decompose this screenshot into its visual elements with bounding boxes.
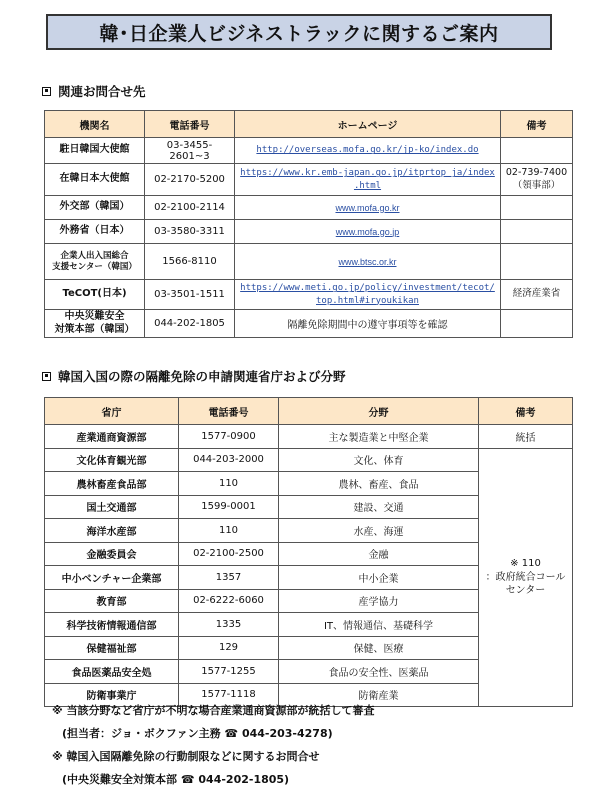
footnote-line: ※ 韓国入国隔離免除の行動制限などに関するお問合せ: [52, 750, 320, 763]
phone: 02-2100-2114: [145, 196, 235, 220]
ministry-name: 海洋水産部: [45, 519, 179, 543]
org-line: 企業人出入国総合: [60, 250, 129, 261]
section1-heading: [42, 82, 146, 100]
header-note: 備考: [479, 398, 573, 425]
phone: 129: [179, 636, 279, 660]
table-row: [45, 280, 573, 310]
phone: 044-203-2000: [179, 448, 279, 472]
field: 金融: [279, 542, 479, 566]
section2-heading: [42, 367, 346, 385]
field: 中小企業: [279, 566, 479, 590]
field: IT、情報通信、基礎科学: [279, 613, 479, 637]
org-line: 対策本部（韓国）: [54, 323, 135, 335]
table-row: [45, 244, 573, 280]
link-line[interactable]: https://www.kr.emb-japan.go.jp/itprtop_ja/index: [240, 168, 495, 179]
note: [501, 310, 573, 338]
ministries-table: [44, 397, 573, 707]
square-bullet-icon: [42, 372, 51, 381]
field: 保健、医療: [279, 636, 479, 660]
ministry-name: 保健福祉部: [45, 636, 179, 660]
phone: 03-3580-3311: [145, 220, 235, 244]
field: 主な製造業と中堅企業: [279, 425, 479, 449]
note: [501, 164, 573, 196]
ministry-name: 食品医薬品安全処: [45, 660, 179, 684]
field: 食品の安全性、医薬品: [279, 660, 479, 684]
note: 経済産業省: [501, 280, 573, 310]
header-homepage: ホームページ: [235, 111, 501, 138]
footnote-line: (担当者：ジョ・ボクファン主務 ☎ 044-203-4278): [62, 727, 333, 740]
ministry-name: 中小ベンチャー企業部: [45, 566, 179, 590]
table-row: [45, 448, 573, 472]
ministry-name: 産業通商資源部: [45, 425, 179, 449]
ministry-name: 国土交通部: [45, 495, 179, 519]
section1-heading-text: 関連お問合せ先: [58, 84, 146, 99]
field: 水産、海運: [279, 519, 479, 543]
ministry-name: 金融委員会: [45, 542, 179, 566]
table-row: [45, 138, 573, 164]
note-line: ：政府統合コール: [485, 571, 566, 583]
phone: 1357: [179, 566, 279, 590]
org-name: [45, 244, 145, 280]
homepage-link[interactable]: http://overseas.mofa.go.kr/jp-ko/index.do: [235, 138, 501, 164]
table-header-row: [45, 111, 573, 138]
note-line: ※ 110: [510, 558, 541, 569]
homepage-link[interactable]: www.btsc.or.kr: [235, 244, 501, 280]
homepage-link[interactable]: [235, 164, 501, 196]
phone: 1335: [179, 613, 279, 637]
org-name: 外交部（韓国）: [45, 196, 145, 220]
note: [501, 196, 573, 220]
section2-heading-text: 韓国入国の際の隔離免除の申請関連省庁および分野: [58, 369, 346, 384]
field: 文化、体育: [279, 448, 479, 472]
phone: 1577-1118: [179, 683, 279, 707]
table-header-row: [45, 398, 573, 425]
note: 統括: [479, 425, 573, 449]
org-name: [45, 310, 145, 338]
square-bullet-icon: [42, 87, 51, 96]
table-row: [45, 164, 573, 196]
org-line: 中央災難安全: [64, 311, 125, 322]
field: 農林、畜産、食品: [279, 472, 479, 496]
header-phone: 電話番号: [179, 398, 279, 425]
homepage-link[interactable]: www.mofa.go.kr: [235, 196, 501, 220]
note: [501, 244, 573, 280]
link-line[interactable]: https://www.meti.go.jp/policy/investment/tecot/: [240, 283, 495, 294]
phone: 03-3455-2601~3: [145, 138, 235, 164]
page-title: 韓･日企業人ビジネストラックに関するご案内: [46, 14, 552, 50]
phone: 110: [179, 519, 279, 543]
note: [501, 220, 573, 244]
ministry-name: 教育部: [45, 589, 179, 613]
homepage-link[interactable]: www.mofa.go.jp: [235, 220, 501, 244]
ministry-name: 科学技術情報通信部: [45, 613, 179, 637]
homepage-link[interactable]: [235, 280, 501, 310]
contacts-table: [44, 110, 573, 338]
footnote-line: ※ 当該分野など省庁が不明な場合産業通商資源部が統括して審査: [52, 704, 375, 717]
header-field: 分野: [279, 398, 479, 425]
phone: 1566-8110: [145, 244, 235, 280]
table-row: [45, 196, 573, 220]
table-row: [45, 425, 573, 449]
phone: 02-2170-5200: [145, 164, 235, 196]
field: 産学協力: [279, 589, 479, 613]
table-row: [45, 220, 573, 244]
phone: 044-202-1805: [145, 310, 235, 338]
link-line[interactable]: top.html#iryoukikan: [316, 295, 419, 306]
phone: 02-6222-6060: [179, 589, 279, 613]
header-org: 機関名: [45, 111, 145, 138]
phone: 1577-0900: [179, 425, 279, 449]
org-line: 支援センター（韓国）: [52, 261, 137, 272]
phone: 110: [179, 472, 279, 496]
homepage-text: 隔離免除期間中の遵守事項等を確認: [235, 310, 501, 338]
header-phone: 電話番号: [145, 111, 235, 138]
phone: 02-2100-2500: [179, 542, 279, 566]
merged-note: [479, 448, 573, 707]
field: 建設、交通: [279, 495, 479, 519]
note-line: 02-739-7400: [505, 167, 568, 179]
phone: 03-3501-1511: [145, 280, 235, 310]
field: 防衛産業: [279, 683, 479, 707]
phone: 1599-0001: [179, 495, 279, 519]
note-line: センター: [505, 585, 546, 596]
ministry-name: 防衛事業庁: [45, 683, 179, 707]
org-name: 駐日韓国大使館: [45, 138, 145, 164]
ministry-name: 文化体育観光部: [45, 448, 179, 472]
note: [501, 138, 573, 164]
header-ministry: 省庁: [45, 398, 179, 425]
org-name: 在韓日本大使館: [45, 164, 145, 196]
phone: 1577-1255: [179, 660, 279, 684]
link-line[interactable]: .html: [353, 180, 382, 191]
org-name: 外務省（日本）: [45, 220, 145, 244]
footnote-line: (中央災難安全対策本部 ☎ 044-202-1805): [62, 773, 290, 786]
org-name: TeCOT(日本): [45, 280, 145, 310]
table-row: [45, 310, 573, 338]
header-note: 備考: [501, 111, 573, 138]
ministry-name: 農林畜産食品部: [45, 472, 179, 496]
note-line: （領事部）: [512, 179, 561, 191]
